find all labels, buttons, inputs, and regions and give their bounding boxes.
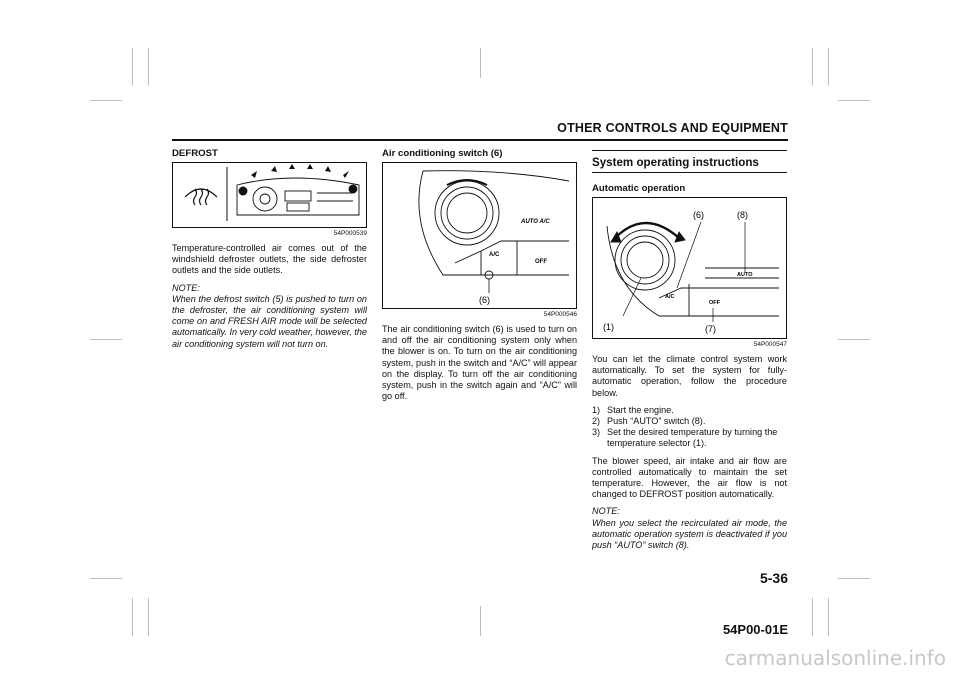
auto-figure-id: 54P000547 xyxy=(753,341,787,348)
callout-6: (6) xyxy=(693,210,704,220)
auto-note-label: NOTE: xyxy=(592,506,620,517)
crop-mark xyxy=(828,48,829,86)
crop-mark xyxy=(838,578,870,579)
crop-mark xyxy=(828,598,829,636)
auto-paragraph-2: The blower speed, air intake and air flow are controlled automatically to maintain the set temperature. However, the air flow is not changed to DEFROST position automatically. xyxy=(592,455,787,500)
crop-mark xyxy=(480,48,481,78)
crop-mark xyxy=(480,606,481,636)
crop-mark xyxy=(812,48,813,86)
windshield-arrows xyxy=(251,164,349,178)
ac-button-label: A/C xyxy=(489,252,500,258)
watermark: carmanualsonline.info xyxy=(724,646,946,670)
defrost-note-label: NOTE: xyxy=(172,282,200,293)
crop-mark xyxy=(838,100,870,101)
crop-mark xyxy=(132,48,133,86)
ac-button-label-2: A/C xyxy=(665,294,675,300)
auto-heading: Automatic operation xyxy=(592,183,686,194)
step-item: 3) Set the desired temperature by turning the temperature selector (1). xyxy=(592,427,778,449)
crop-mark xyxy=(90,578,122,579)
dashboard-illustration xyxy=(173,163,366,225)
ac-panel-illustration xyxy=(383,163,576,306)
defrost-heading: DEFROST xyxy=(172,148,218,159)
ac-heading: Air conditioning switch (6) xyxy=(382,148,503,159)
ac-callout-6: (6) xyxy=(479,295,490,305)
column-ac-switch xyxy=(382,148,577,408)
document-code: 54P00-01E xyxy=(722,622,788,637)
auto-panel-illustration xyxy=(593,198,786,336)
header-rule xyxy=(172,139,788,141)
crop-mark xyxy=(90,100,122,101)
crop-mark xyxy=(132,598,133,636)
defrost-figure xyxy=(172,162,367,228)
procedure-steps xyxy=(592,405,787,450)
column-operating-instructions xyxy=(592,148,787,557)
ac-paragraph: The air conditioning switch (6) is used to turn on and off the air conditioning system only when the blower is on. To turn on the air conditioning system, push in the switch and “A/C” will appear on the display. To turn off the air conditioning system, push in the switch again and “A/C” will go off. xyxy=(382,324,577,402)
auto-ac-display-label: AUTO A/C xyxy=(521,219,550,225)
off-button-label: OFF xyxy=(535,259,547,265)
callout-1: (1) xyxy=(603,322,614,332)
running-header: OTHER CONTROLS AND EQUIPMENT xyxy=(557,121,788,135)
defrost-paragraph: Temperature-controlled air comes out of the windshield defroster outlets, the side defroster outlets and the side outlets. xyxy=(172,243,367,276)
off-button-label-2: OFF xyxy=(709,300,720,306)
callout-8: (8) xyxy=(737,210,748,220)
callout-7: (7) xyxy=(705,324,716,334)
section-rule-top xyxy=(592,150,787,151)
defrost-figure-id: 54P000539 xyxy=(333,230,367,237)
defrost-icon xyxy=(185,189,217,205)
column-defrost xyxy=(172,148,367,356)
step-item: 1) Start the engine. xyxy=(592,404,674,415)
ac-figure xyxy=(382,162,577,309)
auto-button-label: AUTO xyxy=(737,272,753,278)
crop-mark xyxy=(148,598,149,636)
crop-mark xyxy=(838,339,870,340)
section-title: System operating instructions xyxy=(592,156,787,173)
page-number: 5-36 xyxy=(759,570,788,586)
auto-note: When you select the recirculated air mode, the automatic operation system is deactivated if you push “AUTO” switch (8). xyxy=(592,517,787,551)
step-item: 2) Push “AUTO” switch (8). xyxy=(592,416,706,427)
crop-mark xyxy=(812,598,813,636)
auto-paragraph-1: You can let the climate control system work automatically. To set the system for fully-automatic operation, follow the procedure below. xyxy=(592,354,787,398)
auto-figure xyxy=(592,197,787,339)
crop-mark xyxy=(90,339,122,340)
crop-mark xyxy=(148,48,149,86)
defrost-note: When the defrost switch (5) is pushed to turn on the defroster, the air conditioning system will come on and FRESH AIR mode will be selected automatically. In very cold weather, however, the air conditioning system will not turn on. xyxy=(172,293,367,349)
ac-figure-id: 54P000546 xyxy=(543,311,577,318)
